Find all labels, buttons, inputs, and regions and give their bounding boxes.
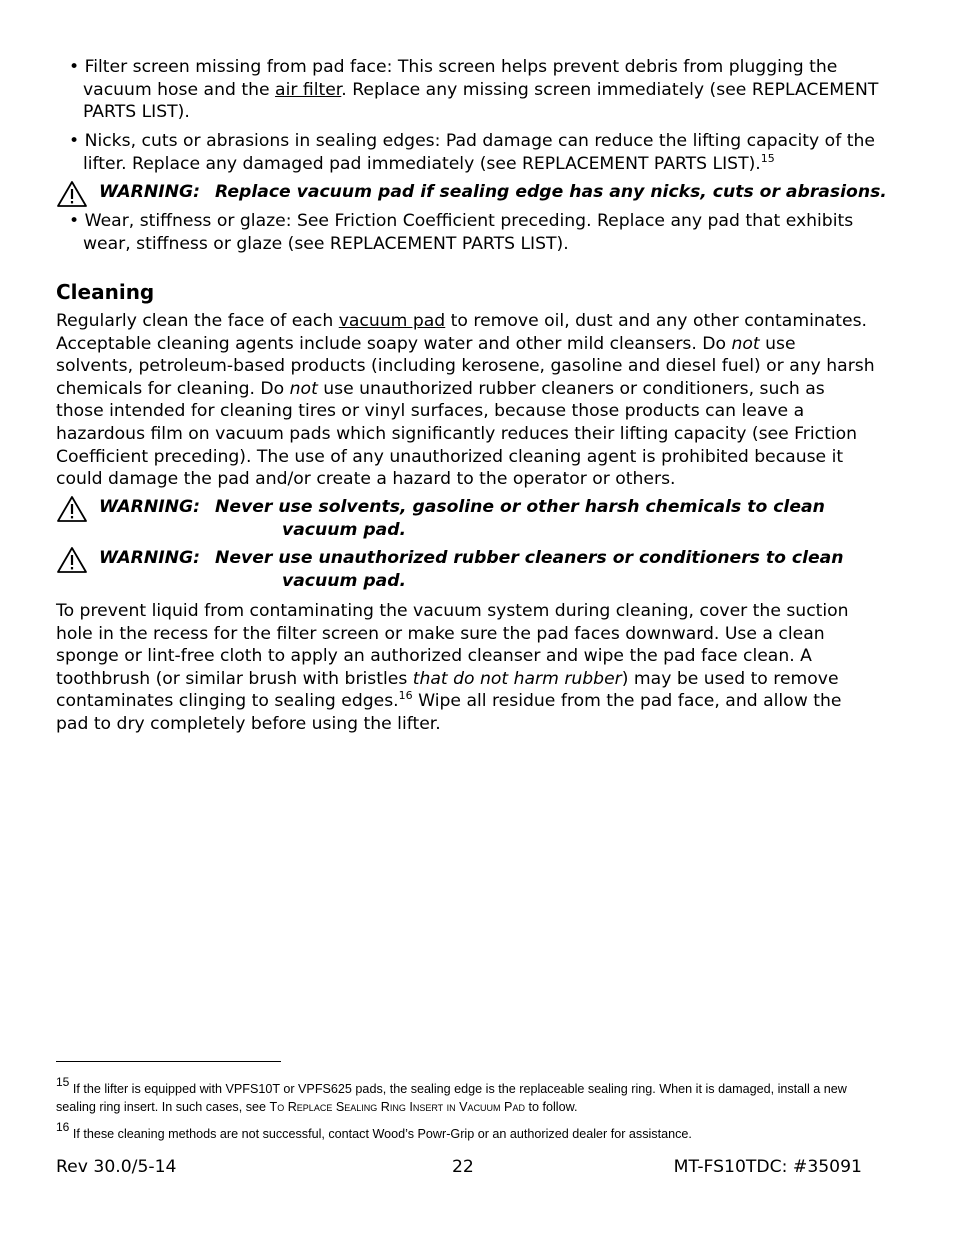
paragraph-text: Regularly clean the face of each bbox=[56, 311, 339, 331]
bullet-text: • Filter screen missing from pad face: This screen helps prevent debris from plugging the vacuum hose and the bbox=[69, 57, 838, 100]
vacuum-pad-link[interactable]: vacuum pad bbox=[338, 311, 446, 331]
footnote-separator bbox=[56, 1061, 281, 1062]
air-filter-link[interactable]: air filter bbox=[275, 79, 342, 100]
bullet-nicks-cuts bbox=[56, 130, 903, 175]
cleaning-paragraph bbox=[56, 310, 876, 491]
warning-text: Never use unauthorized rubber cleaners or conditioners to clean bbox=[215, 548, 844, 568]
warning-triangle-icon bbox=[56, 180, 88, 208]
paragraph-text: use solvents, petroleum-based products (including kerosene, gasoline and diesel fuel) or any harsh chemicals for cleaning. Do bbox=[56, 333, 875, 399]
warning-label: WARNING: bbox=[99, 182, 201, 202]
bullet-wear-stiffness bbox=[56, 210, 903, 255]
paragraph-text: to remove oil, dust and any other contaminates. Acceptable cleaning agents include soapy water and other mild cleansers. Do bbox=[56, 311, 868, 354]
liquid-prevention-paragraph bbox=[56, 600, 876, 736]
warning-label: WARNING: bbox=[99, 548, 201, 568]
paragraph-text: use unauthorized rubber cleaners or conditioners, such as those intended for cleaning tires or vinyl surfaces, because those products can leave a hazardous film on vacuum pads which significantly reduces their lifting capacity (see Friction Coefficient preceding). The use of any unauthorized cleaning agent is prohibited because it could damage the pad and/or create a hazard to the operator or others. bbox=[56, 378, 858, 490]
footnote-15 bbox=[56, 1075, 886, 1116]
warning-triangle-icon bbox=[56, 546, 88, 574]
footnote-number: 16 bbox=[56, 1120, 70, 1134]
section-heading-cleaning: Cleaning bbox=[56, 280, 155, 304]
bullet-text: • Nicks, cuts or abrasions in sealing edges: Pad damage can reduce the lifting capacity of the lifter. Replace any damaged pad immediately (see REPLACEMENT PARTS LIST). bbox=[69, 131, 875, 174]
footnote-16 bbox=[56, 1120, 886, 1143]
warning-label: WARNING: bbox=[99, 497, 201, 517]
emphasis-not: not bbox=[289, 378, 318, 399]
bullet-text: . Replace any missing screen immediately (see REPLACEMENT PARTS LIST). bbox=[83, 79, 879, 123]
bullet-filter-screen bbox=[56, 56, 903, 124]
footnote-text: If the lifter is equipped with VPFS10T or VPFS625 pads, the sealing edge is the replaceable sealing ring. When it is damaged, install a new sealing ring insert. In such cases, see bbox=[56, 1082, 847, 1114]
paragraph-text: ) may be used to remove contaminates clinging to sealing edges. bbox=[56, 668, 839, 712]
footnote-text: to follow. bbox=[524, 1100, 578, 1114]
paragraph-text: Wipe all residue from the pad face, and allow the pad to dry completely before using the lifter. bbox=[56, 691, 842, 734]
footnote-text: If these cleaning methods are not successful, contact Wood’s Powr-Grip or an authorized dealer for assistance. bbox=[69, 1127, 692, 1141]
footer-page-number: 22 bbox=[452, 1157, 474, 1177]
warning-text-continued: vacuum pad. bbox=[282, 570, 407, 591]
footer-document-id: MT-FS10TDC: #35091 bbox=[673, 1157, 862, 1177]
bullet-text: • Wear, stiffness or glaze: See Friction Coefficient preceding. Replace any pad that exhibits wear, stiffness or glaze (see REPLACEMENT PARTS LIST). bbox=[69, 211, 854, 254]
footnote-section-reference: To Replace Sealing Ring Insert in Vacuum Pad bbox=[269, 1100, 525, 1114]
footnote-number: 15 bbox=[56, 1075, 70, 1089]
warning-text: Never use solvents, gasoline or other harsh chemicals to clean bbox=[215, 497, 825, 517]
paragraph-text: To prevent liquid from contaminating the vacuum system during cleaning, cover the suction hole in the recess for the filter screen or make sure the pad faces downward. Use a clean sponge or lint-free cloth to apply an authorized cleanser and wipe the pad face clean. A toothbrush (or similar brush with bristles bbox=[56, 601, 849, 689]
warning-triangle-icon bbox=[56, 495, 88, 523]
warning-text: Replace vacuum pad if sealing edge has any nicks, cuts or abrasions. bbox=[215, 182, 887, 202]
footer-revision: Rev 30.0/5-14 bbox=[56, 1157, 177, 1177]
warning-text-continued: vacuum pad. bbox=[282, 519, 407, 540]
emphasis-text: that do not harm rubber bbox=[412, 668, 622, 689]
footnote-ref-15[interactable]: 15 bbox=[760, 151, 775, 165]
emphasis-not: not bbox=[731, 333, 760, 354]
footnote-ref-16[interactable]: 16 bbox=[398, 689, 413, 703]
